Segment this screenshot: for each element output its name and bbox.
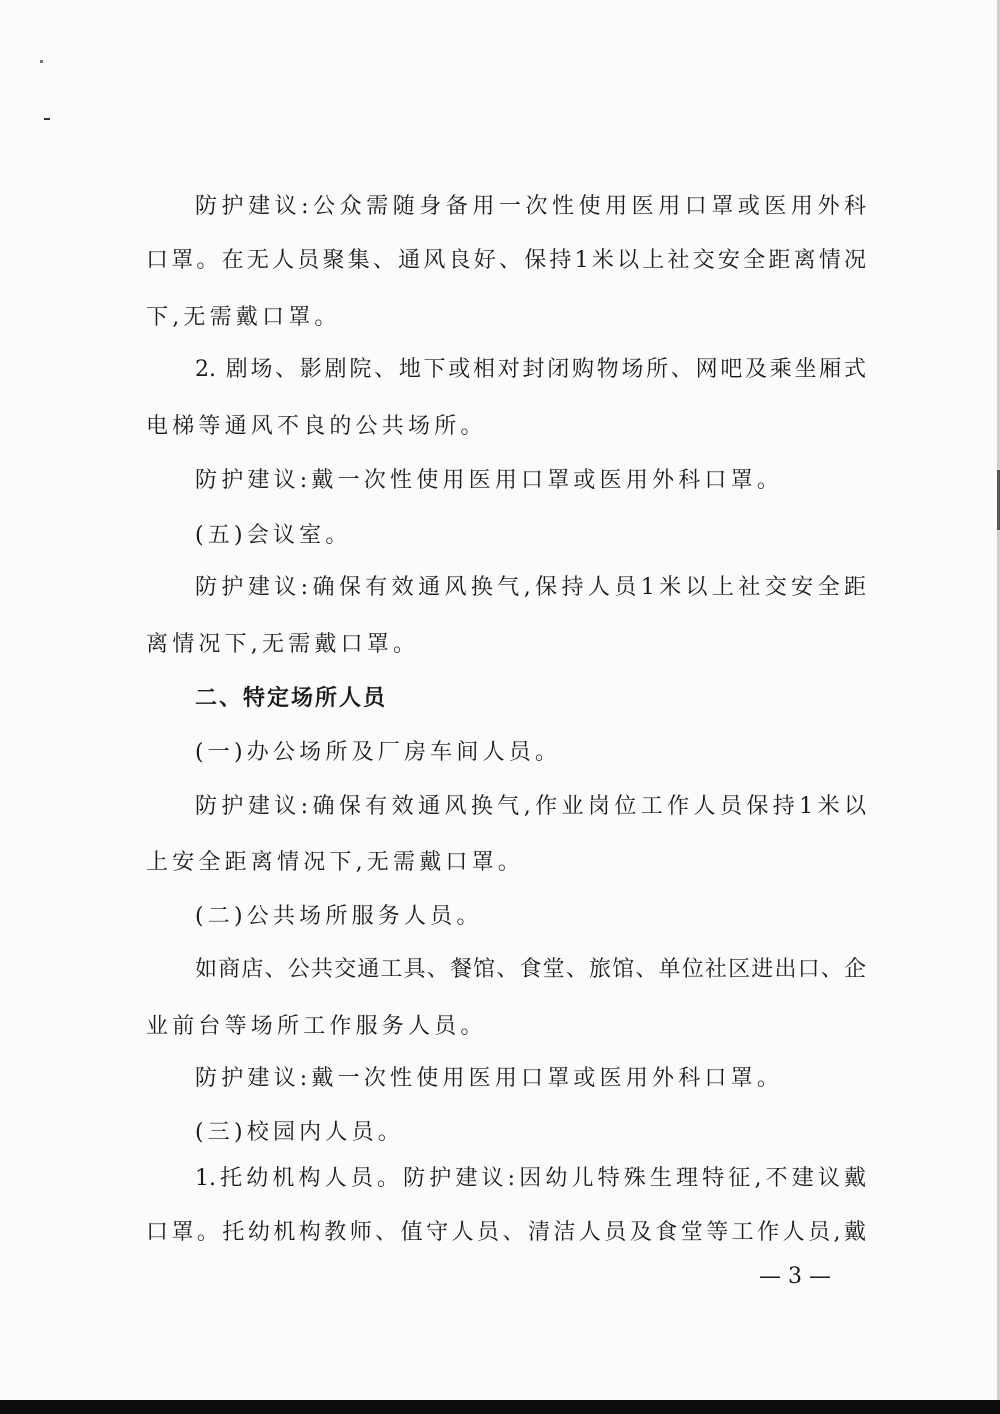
body-line: 业前台等场所工作服务人员。: [146, 1014, 487, 1039]
body-line: 下,无需戴口罩。: [146, 305, 341, 330]
body-line: 2. 剧场、影剧院、地下或相对封闭购物场所、网吧及乘坐厢式: [195, 357, 866, 382]
body-line: 口罩。在无人员聚集、通风良好、保持1米以上社交安全距离情况: [146, 248, 866, 273]
body-line: 如商店、公共交通工具、餐馆、食堂、旅馆、单位社区进出口、企: [195, 957, 866, 982]
body-line: 防护建议:戴一次性使用医用口罩或医用外科口罩。: [195, 468, 784, 493]
subsection-heading: (二)公共场所服务人员。: [195, 904, 483, 929]
body-line: 电梯等通风不良的公共场所。: [146, 414, 487, 439]
scan-bottom-band: [0, 1400, 1000, 1414]
page-number: — 3 —: [759, 1264, 831, 1289]
scan-speck: [44, 118, 50, 120]
body-line: 口罩。托幼机构教师、值守人员、清洁人员及食堂等工作人员,戴: [146, 1220, 866, 1245]
section-heading: 二、特定场所人员: [195, 686, 388, 711]
subsection-heading: (五)会议室。: [195, 523, 352, 548]
body-line: 离情况下,无需戴口罩。: [146, 632, 420, 657]
subsection-heading: (三)校园内人员。: [195, 1120, 404, 1145]
body-line: 防护建议:确保有效通风换气,作业岗位工作人员保持1米以: [195, 794, 866, 819]
body-line: 防护建议:戴一次性使用医用口罩或医用外科口罩。: [195, 1066, 784, 1091]
body-line: 防护建议:确保有效通风换气,保持人员1米以上社交安全距: [195, 575, 866, 600]
scan-speck: [40, 60, 43, 63]
subsection-heading: (一)办公场所及厂房车间人员。: [195, 740, 562, 765]
body-line: 1.托幼机构人员。防护建议:因幼儿特殊生理特征,不建议戴: [195, 1166, 866, 1191]
body-line: 防护建议:公众需随身备用一次性使用医用口罩或医用外科: [195, 194, 866, 219]
body-line: 上安全距离情况下,无需戴口罩。: [146, 850, 524, 875]
